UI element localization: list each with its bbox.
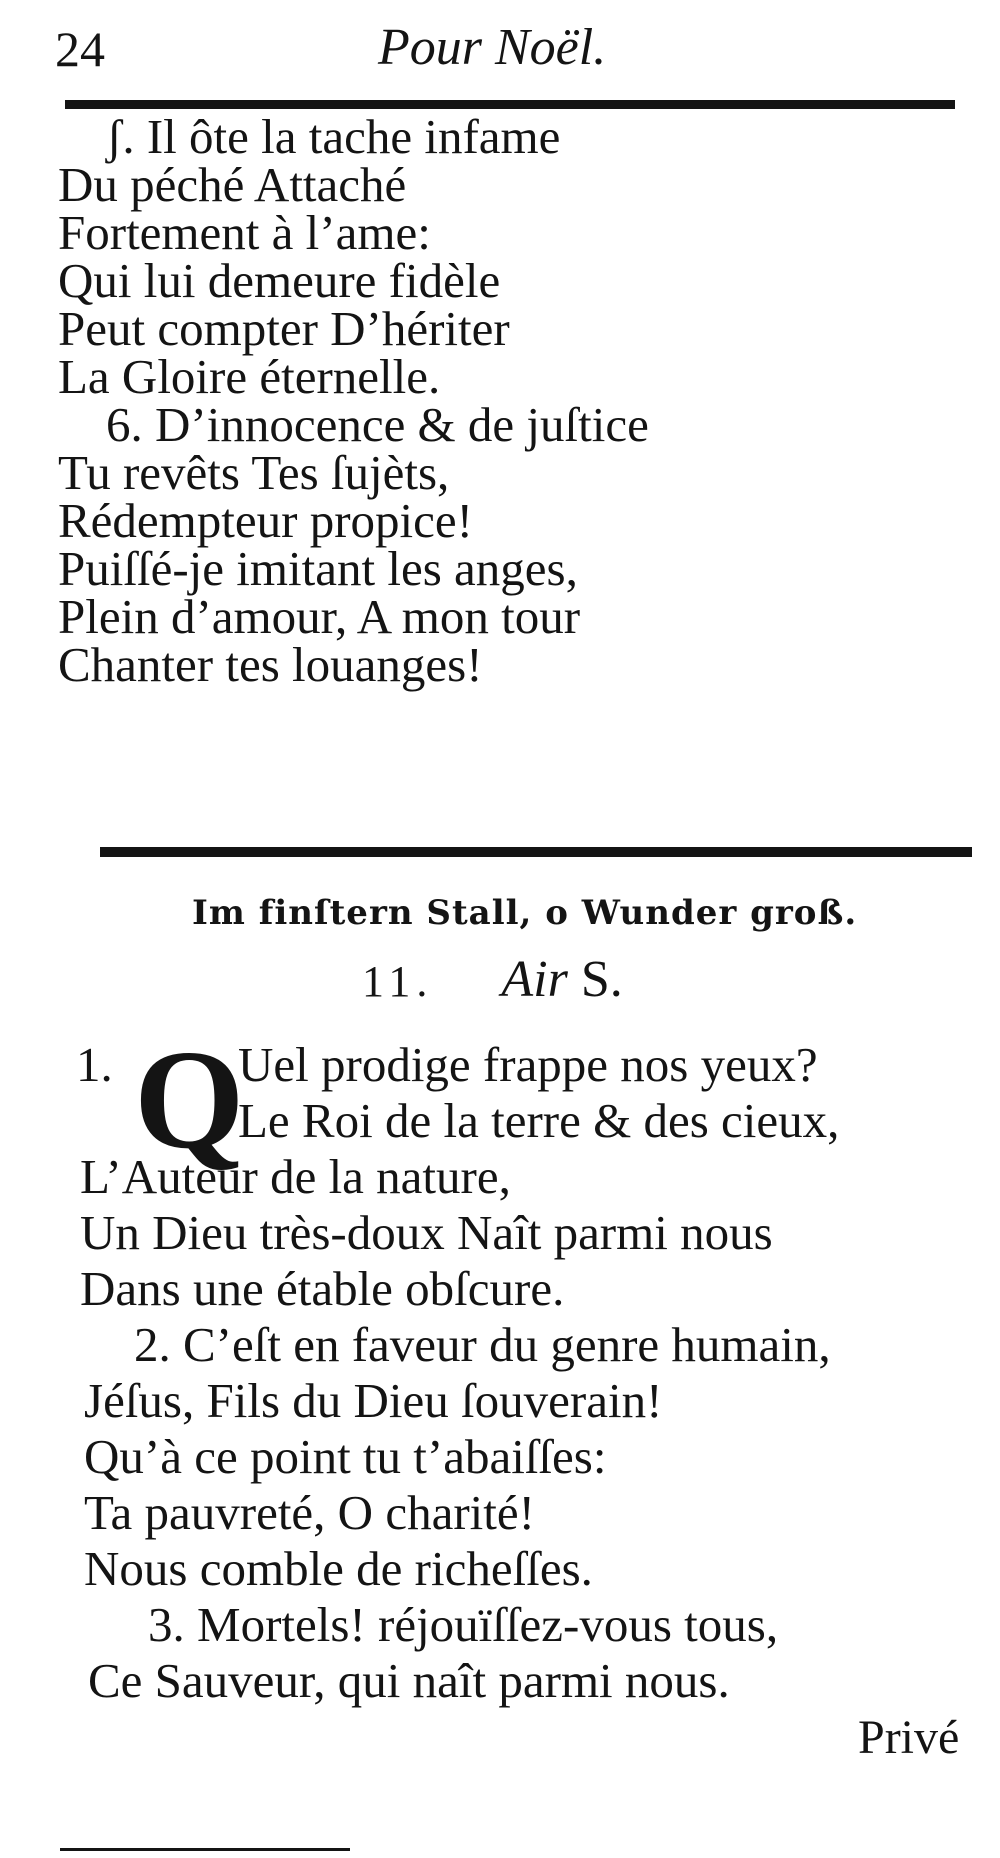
verse-line: 3. Mortels! réjouïſſez-vous tous,: [148, 1597, 779, 1652]
verse-line: ʃ. Il ôte la tache infame: [106, 109, 561, 164]
catchword: Privé: [858, 1711, 960, 1764]
verse-line: Tu revêts Tes ſujèts,: [58, 445, 450, 500]
hymn-heading: [362, 950, 623, 1009]
verse-line: Le Roi de la terre & des cieux,: [238, 1093, 840, 1148]
verse-line: Rédempteur propice!: [58, 493, 473, 548]
verse-line: Ce Sauveur, qui naît parmi nous.: [88, 1653, 730, 1708]
german-tune-title: Im finſtern Stall, o Wunder groß.: [192, 893, 858, 933]
drop-cap: Q: [134, 1020, 245, 1178]
verse-number: 1.: [76, 1037, 113, 1092]
verse-line: 6. D’innocence & de juſtice: [106, 397, 649, 452]
verse-line: Plein d’amour, A mon tour: [58, 589, 581, 644]
verse-line: Puiſſé-je imitant les anges,: [58, 541, 578, 596]
verse-line: Fortement à l’ame:: [58, 205, 431, 260]
running-title: Pour Noël.: [378, 19, 607, 76]
verse-line: Chanter tes louanges!: [58, 637, 483, 692]
verse-line: Un Dieu très-doux Naît parmi nous: [80, 1205, 773, 1260]
verse-line: Nous comble de richeſſes.: [84, 1541, 593, 1596]
section-rule: [100, 847, 972, 857]
page-number: 24: [55, 21, 105, 77]
verse-line: Uel prodige frappe nos yeux?: [238, 1037, 818, 1092]
verse-line: Peut compter D’hériter: [58, 301, 510, 356]
footer-rule: [60, 1848, 350, 1851]
verse-line: L’Auteur de la nature,: [80, 1149, 511, 1204]
verse-line: Ta pauvreté, O charité!: [84, 1485, 535, 1540]
verse-line: Jéſus, Fils du Dieu ſouverain!: [84, 1373, 663, 1428]
verse-line: Du péché Attaché: [58, 157, 407, 212]
verse-line: Qu’à ce point tu t’abaiſſes:: [84, 1429, 607, 1484]
verse-line: Qui lui demeure fidèle: [58, 253, 501, 308]
verse-line: La Gloire éternelle.: [58, 349, 441, 404]
header-rule: [65, 100, 955, 109]
verse-line: Dans une étable obſcure.: [80, 1261, 565, 1316]
air-label: Air S.: [501, 951, 623, 1008]
hymn-number: 11.: [362, 957, 434, 1006]
verse-line: 2. C’eſt en faveur du genre humain,: [134, 1317, 831, 1372]
